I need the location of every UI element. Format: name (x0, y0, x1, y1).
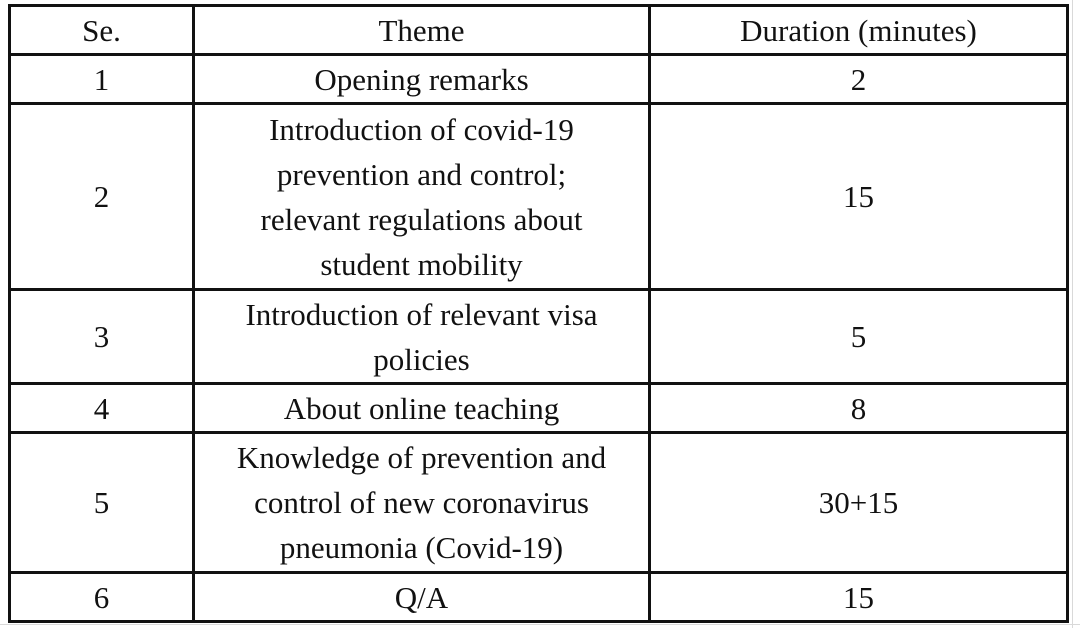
table-row (10, 384, 1068, 433)
cell-seq[interactable]: 1 (10, 55, 194, 104)
cell-duration[interactable]: 2 (650, 55, 1068, 104)
table-row (10, 55, 1068, 104)
cell-seq[interactable]: 6 (10, 573, 194, 622)
header-cell-duration[interactable]: Duration (minutes) (650, 6, 1068, 55)
theme-text: Introduction of covid-19 prevention and control; relevant regulations about student mobility (260, 111, 583, 282)
cell-duration[interactable]: 30+15 (650, 433, 1068, 573)
cell-duration[interactable]: 15 (650, 573, 1068, 622)
header-cell-seq[interactable]: Se. (10, 6, 194, 55)
table-row (10, 573, 1068, 622)
header-cell-theme[interactable]: Theme (194, 6, 650, 55)
cell-theme[interactable] (194, 104, 650, 290)
cell-duration[interactable]: 15 (650, 104, 1068, 290)
cell-duration[interactable]: 5 (650, 290, 1068, 384)
sheet-gridline-horizontal (0, 624, 1080, 625)
cell-theme[interactable] (194, 573, 650, 622)
table-row (10, 290, 1068, 384)
header-row (10, 6, 1068, 55)
theme-text: Opening remarks (314, 61, 529, 97)
table-row (10, 433, 1068, 573)
sheet-gridline-vertical (1072, 0, 1073, 628)
cell-theme[interactable] (194, 433, 650, 573)
theme-text: Introduction of relevant visa policies (245, 296, 598, 377)
theme-text: About online teaching (283, 390, 560, 426)
table-row (10, 104, 1068, 290)
cell-theme[interactable] (194, 55, 650, 104)
cell-theme[interactable] (194, 290, 650, 384)
cell-seq[interactable]: 5 (10, 433, 194, 573)
cell-seq[interactable]: 4 (10, 384, 194, 433)
cell-duration[interactable]: 8 (650, 384, 1068, 433)
theme-text: Knowledge of prevention and control of new coronavirus pneumonia (Covid-19) (236, 440, 607, 565)
theme-text: Q/A (394, 579, 449, 615)
cell-seq[interactable]: 2 (10, 104, 194, 290)
cell-theme[interactable] (194, 384, 650, 433)
schedule-table (8, 4, 1069, 623)
cell-seq[interactable]: 3 (10, 290, 194, 384)
